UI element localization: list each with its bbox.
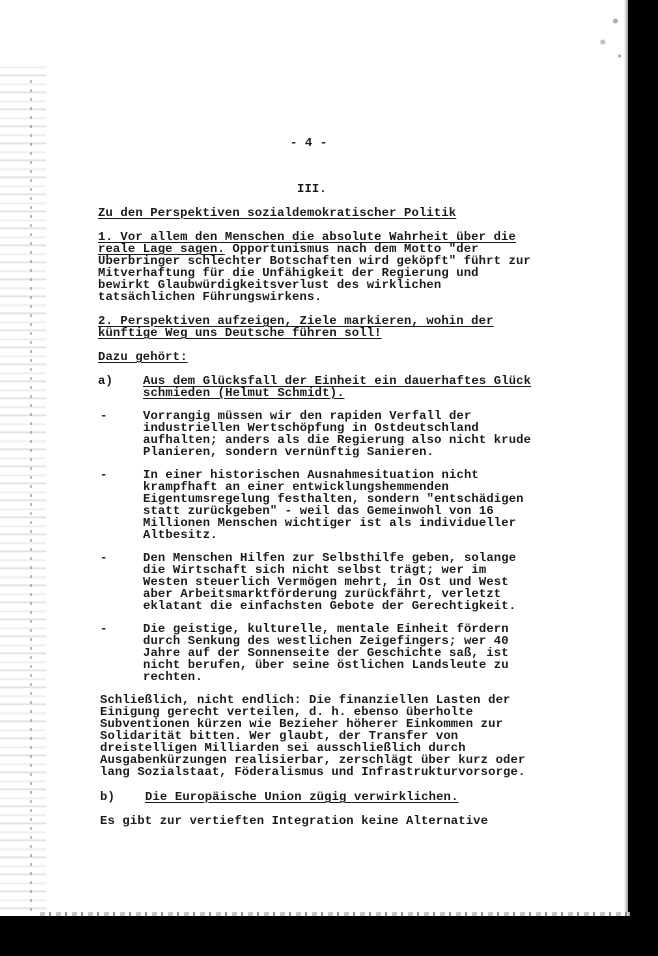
bullet-1-marker: - — [100, 409, 108, 423]
closing-line-7: lang Sozialstaat, Föderalismus und Infrastrukturvorsorge. — [100, 765, 526, 779]
bullet-3-line-5: eklatant die einfachsten Gebote der Gerechtigkeit. — [143, 599, 517, 613]
scan-artifact-left — [0, 60, 46, 920]
point1-line-6: tatsächlichen Führungswirkens. — [98, 290, 322, 304]
page-number: - 4 - — [290, 136, 328, 150]
bullet-1-line-3: aufhalten; anders als die Regierung also nicht krude — [143, 433, 532, 447]
point1-line-5: bewirkt Glaubwürdigkeitsverlust des wirklichen — [98, 278, 442, 292]
bullet-1-line-4: Planieren, sondern vernünftig Sanieren. — [143, 445, 435, 459]
bullet-4-line-3: Jahre auf der Sonnenseite der Geschichte saß, ist — [143, 646, 509, 660]
closing-line-4: Solidarität bitten. Wer glaubt, der Transfer von — [100, 729, 459, 743]
scan-artifact-bottom-border — [0, 916, 658, 956]
bullet-2-line-5: Millionen Menschen wichtiger ist als individueller — [143, 516, 517, 530]
item-b-marker: b) — [100, 790, 115, 804]
bullet-2-marker: - — [100, 468, 108, 482]
point1-line-3: Überbringer schlechter Botschaften wird geköpft" führt zur — [98, 254, 531, 268]
dazu-heading: Dazu gehört: — [98, 350, 188, 364]
point1-underlined-1: 1. Vor allem den Menschen die absolute Wahrheit über die — [98, 230, 516, 244]
bullet-4-line-2: durch Senkung des westlichen Zeigefingers; wer 40 — [143, 634, 509, 648]
bullet-2-line-4: statt zurückgeben" - weil das Gemeinwohl von 16 — [143, 504, 494, 518]
closing-line-6: Ausgabenkürzungen realisierbar, zerschlägt über kurz oder — [100, 753, 526, 767]
bullet-3-marker: - — [100, 551, 108, 565]
closing-line-5: dreistelligen Milliarden sei ausschließlich durch — [100, 741, 466, 755]
bullet-4-line-4: nicht berufen, über seine östlichen Landsleute zu — [143, 658, 509, 672]
item-a-marker: a) — [98, 374, 113, 388]
point2-underlined-1: 2. Perspektiven aufzeigen, Ziele markieren, wohin der — [98, 314, 494, 328]
point1-line-2-rest: Opportunismus nach dem Motto "der — [224, 242, 479, 256]
bullet-1-line-2: industriellen Wertschöpfung in Ostdeutschland — [143, 421, 479, 435]
item-b-text: Die Europäische Union zügig verwirklichen. — [145, 790, 459, 804]
bullet-2-line-6: Altbesitz. — [143, 528, 218, 542]
scan-artifact-left-edge — [30, 80, 32, 920]
bullet-2-line-3: Eigentumsregelung festhalten, sondern "entschädigen — [143, 492, 524, 506]
bullet-2-line-1: In einer historischen Ausnahmesituation nicht — [143, 468, 479, 482]
point2-underlined-2: künftige Weg uns Deutsche führen soll! — [98, 326, 382, 340]
bullet-3-line-3: Westen steuerlich Vermögen mehrt, in Ost und West — [143, 575, 509, 589]
item-a-line-2: schmieden (Helmut Schmidt). — [143, 386, 345, 400]
point1-underlined-2: reale Lage sagen. — [98, 242, 225, 256]
section-heading: Zu den Perspektiven sozialdemokratischer Politik — [98, 206, 457, 220]
bullet-2-line-2: krampfhaft an einer entwicklungshemmenden — [143, 480, 450, 494]
point1-line-4: Mitverhaftung für die Unfähigkeit der Regierung und — [98, 266, 479, 280]
final-line: Es gibt zur vertieften Integration keine Alternative — [100, 814, 489, 828]
bullet-3-line-1: Den Menschen Hilfen zur Selbsthilfe geben, solange — [143, 551, 517, 565]
bullet-1-line-1: Vorrangig müssen wir den rapiden Verfall der — [143, 409, 472, 423]
bullet-3-line-2: die Wirtschaft sich nicht selbst trägt; wer im — [143, 563, 487, 577]
closing-line-1: Schließlich, nicht endlich: Die finanziellen Lasten der — [100, 693, 511, 707]
section-numeral: III. — [297, 182, 327, 196]
bullet-4-line-1: Die geistige, kulturelle, mentale Einheit fördern — [143, 622, 509, 636]
scan-artifact-top-corner — [586, 0, 628, 70]
scan-artifact-right-border — [628, 0, 658, 956]
bullet-4-marker: - — [100, 622, 108, 636]
bullet-3-line-4: aber Arbeitsmarktförderung zurückfährt, verletzt — [143, 587, 502, 601]
closing-line-2: Einigung gerecht verteilen, d. h. ebenso überholte — [100, 705, 474, 719]
closing-line-3: Subventionen kürzen wie Bezieher höherer Einkommen zur — [100, 717, 504, 731]
item-a-line-1: Aus dem Glücksfall der Einheit ein dauerhaftes Glück — [143, 374, 532, 388]
bullet-4-line-5: rechten. — [143, 670, 203, 684]
